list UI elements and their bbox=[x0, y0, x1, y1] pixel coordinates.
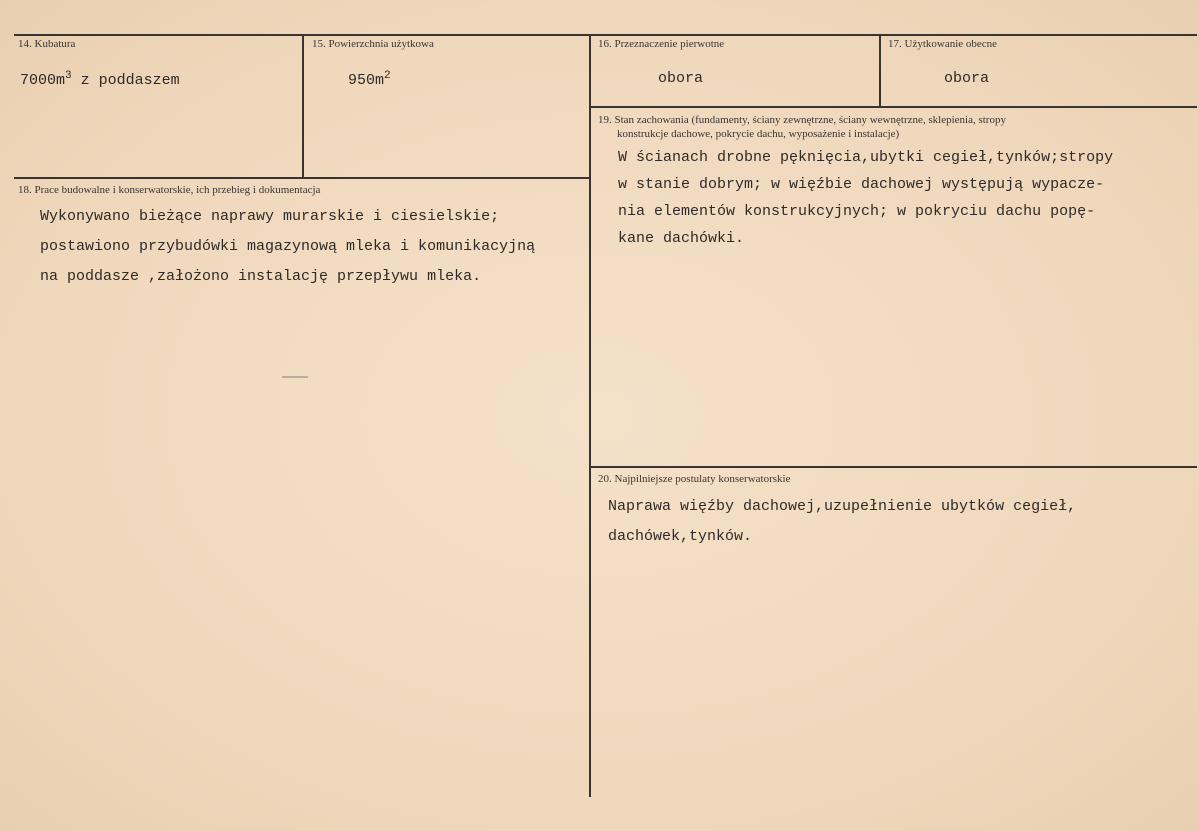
przeznaczenie-label: 16. Przeznaczenie pierwotne bbox=[598, 38, 725, 50]
kubatura-number: 7000m bbox=[20, 72, 66, 89]
prace-text bbox=[40, 202, 535, 292]
stray-mark bbox=[282, 376, 308, 378]
prace-label: 18. Prace budowalne i konserwatorskie, ich przebieg i dokumentacja bbox=[18, 184, 321, 196]
stan-line: w stanie dobrym; w więźbie dachowej występują wypacze- bbox=[618, 176, 1105, 193]
divider-14-15 bbox=[302, 35, 304, 177]
uzytkowanie-label: 17. Użytkowanie obecne bbox=[888, 38, 998, 50]
divider-16-17 bbox=[879, 35, 881, 107]
prace-line: postawiono przybudówki magazynową mleka i komunikacyjną bbox=[40, 238, 536, 255]
powierzchnia-unit-exponent: 2 bbox=[384, 70, 391, 82]
uzytkowanie-value: obora bbox=[944, 70, 990, 87]
kubatura-unit-exponent: 3 bbox=[65, 70, 72, 82]
powierzchnia-label: 15. Powierzchnia użytkowa bbox=[312, 38, 434, 50]
stan-text bbox=[618, 144, 1113, 252]
postulaty-line: Naprawa więźby dachowej,uzupełnienie ubytków cegieł, bbox=[608, 498, 1077, 515]
stan-line: nia elementów konstrukcyjnych; w pokryciu dachu popę- bbox=[618, 203, 1096, 220]
kubatura-label: 14. Kubatura bbox=[18, 38, 76, 50]
kubatura-note: z poddaszem bbox=[71, 72, 180, 89]
line-under-14-15 bbox=[14, 177, 590, 179]
postulaty-line: dachówek,tynków. bbox=[608, 528, 753, 545]
postulaty-text bbox=[608, 492, 1076, 552]
prace-line: na poddasze ,założono instalację przepływu mleka. bbox=[40, 268, 482, 285]
przeznaczenie-value: obora bbox=[658, 70, 704, 87]
powierzchnia-value bbox=[348, 70, 391, 89]
divider-center bbox=[589, 35, 591, 797]
top-border-line bbox=[14, 34, 1197, 36]
stan-label-line1: 19. Stan zachowania (fundamenty, ściany zewnętrzne, ściany wewnętrzne, sklepienia, stropy bbox=[598, 114, 1006, 126]
stan-line: W ścianach drobne pęknięcia,ubytki cegieł,tynków;stropy bbox=[618, 149, 1114, 166]
stan-line: kane dachówki. bbox=[618, 230, 745, 247]
postulaty-label: 20. Najpilniejsze postulaty konserwatorskie bbox=[598, 473, 791, 485]
stan-label-line2: konstrukcje dachowe, pokrycie dachu, wyposażenie i instalacje) bbox=[617, 128, 900, 140]
line-above-20 bbox=[590, 466, 1197, 468]
kubatura-value bbox=[20, 70, 180, 89]
line-under-16-17 bbox=[590, 106, 1197, 108]
powierzchnia-number: 950m bbox=[348, 72, 385, 89]
prace-line: Wykonywano bieżące naprawy murarskie i ciesielskie; bbox=[40, 208, 500, 225]
